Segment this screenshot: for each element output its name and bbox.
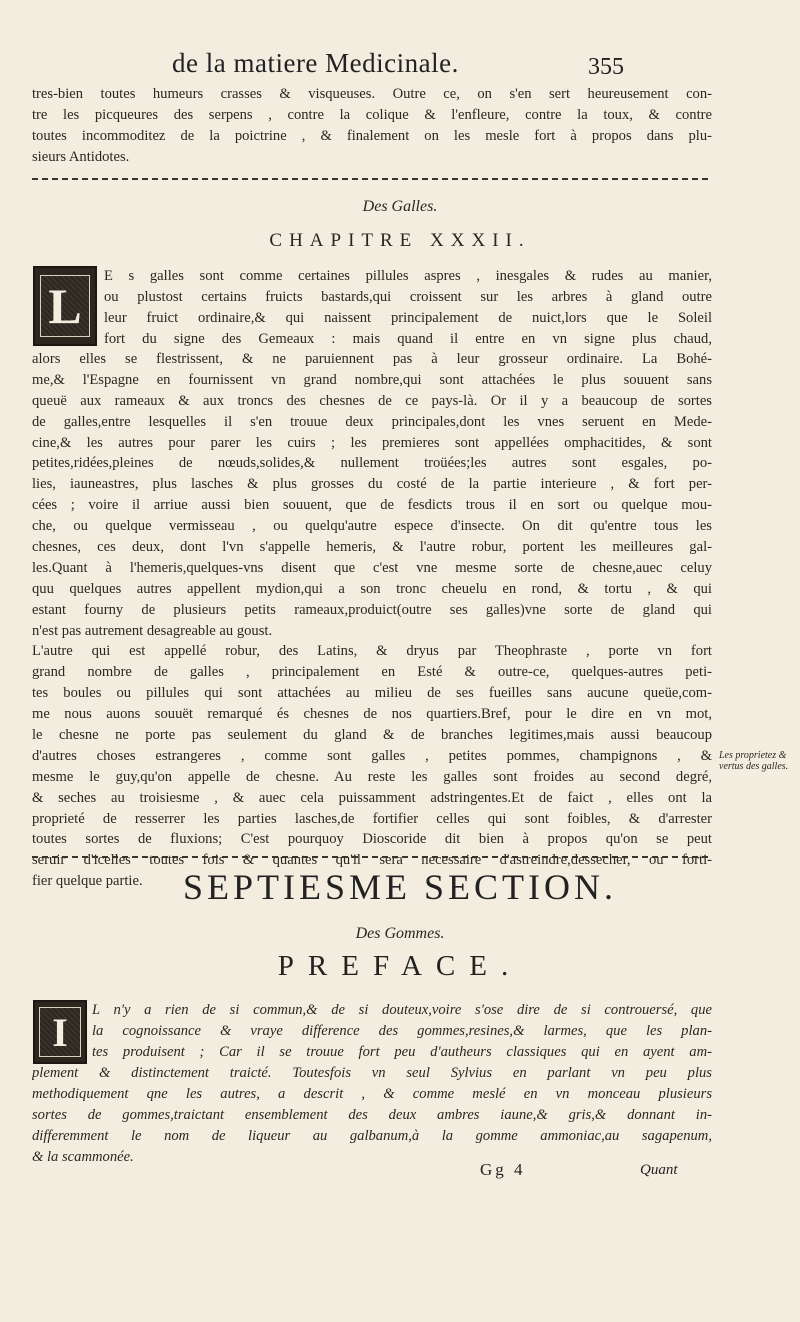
text-line: alors elles se flestrissent, & ne paruiennent pas à leur grosseur ordinaire. La Bohé-	[32, 351, 712, 367]
section-divider	[32, 178, 708, 180]
text-line: la cognoissance & vraye difference des gommes,resines,& larmes, que les plan-	[92, 1022, 712, 1039]
text-line: cine,& les autres pour parer les cuirs ; les premieres sont appellées omphacitides, & sont	[32, 434, 712, 451]
dropcap-ornament	[33, 266, 97, 346]
text-line: chesnes, ces deux, dont l'vn s'appelle hemeris, & l'autre robur, portent les meilleures gal-	[32, 539, 712, 556]
dropcap-ornament	[33, 1000, 87, 1064]
text-line: me,& l'Espagne en fournissent vn grand nombre,qui sont attachées le plus souuent sans	[32, 371, 712, 388]
text-line: leur fruict ordinaire,& qui naissent principalement de nuict,lors que le Soleil	[104, 309, 712, 326]
margin-note: Les proprietez & vertus des galles.	[719, 750, 789, 772]
text-line: & la scammonée.	[32, 1148, 134, 1165]
text-line: sortes de gommes,traictant ensemblement des deux ambres iaune,& gris,& donnant in-	[32, 1106, 712, 1123]
text-line: methodiquement qne les autres, a descrit , & comme meslé en vn monceau plusieurs	[32, 1085, 712, 1102]
text-line: grand nombre de galles , principalement en Esté & outre-ce, quelques-autres peti-	[32, 664, 712, 681]
text-line: estant fourny de plusieurs petits rameaux,produict(outre ses galles)vne sorte de gland qui	[32, 601, 712, 618]
text-line: tes produisent ; Car il se trouue fort peu d'autheurs classiques qui en ayent am-	[92, 1043, 712, 1060]
text-line: proprieté de resserrer les parties lasches,de fortifier celles qui sont foibles, & d'arrester	[32, 810, 712, 827]
text-line: lies, iauneastres, plus lasches & plus grosses du costé de la partie interieure , & fort per-	[32, 476, 712, 493]
running-head	[0, 48, 800, 88]
text-line: d'autres choses estrangeres , comme sont galles , petites pommes, champignons , &	[32, 747, 712, 764]
chapter-heading: CHAPITRE XXXII.	[269, 230, 531, 251]
page-number: 355	[588, 54, 624, 80]
text-line: toutes sortes de fluxions; C'est pourquoy Dioscoride dit bien à propos qu'on se peut	[32, 831, 712, 848]
section-subtitle: Des Gommes.	[355, 925, 445, 942]
chapter-first-lines	[104, 266, 712, 350]
text-line: E s galles sont comme certaines pillules aspres , inesgales & rudes au manier,	[104, 268, 712, 284]
text-line: le chesne ne porte pas seulement du gland & de branches legitimes,mais aussi beaucoup	[32, 727, 712, 744]
catchword: Quant	[640, 1162, 678, 1178]
text-line: sieurs Antidotes.	[32, 148, 130, 165]
text-line: plement & distinctement traicté. Toutesfois vn seul Sylvius en parlant vn peu plus	[32, 1065, 712, 1081]
text-line: tre les picqueures des serpens , contre la colique & l'enfleure, contre la toux, & contre	[32, 106, 712, 123]
text-line: cées ; voire il arriue aussi bien souuent, que de fesdicts trous il en sort ou quelque mou-	[32, 497, 712, 514]
text-line: n'est pas autrement desagreable au goust.	[32, 622, 273, 639]
preface-heading: PREFACE.	[277, 950, 523, 982]
text-line: fier quelque partie.	[32, 873, 143, 890]
text-line: fort du signe des Gemeaux : mais quand il entre en vn signe plus chaud,	[104, 330, 712, 347]
text-line: L n'y a rien de si commun,& de si douteux,voire s'ose dire de si controuersé, que	[92, 1002, 712, 1018]
top-paragraph	[32, 84, 712, 168]
section-heading: SEPTIESME SECTION.	[182, 867, 618, 907]
running-title: de la matiere Medicinale.	[172, 48, 459, 78]
text-line: mesme le guy,qu'on appelle de chesne. Au reste les galles sont froides au second degré,	[32, 768, 712, 785]
text-line: quu quelques autres appellent mydion,qui a son tronc cheuelu en rond, & tortu , & qui	[32, 580, 712, 597]
text-line: les.Quant à l'hemeris,quelques-vns disent que c'est vne mesme sorte de chesne,auec celuy	[32, 559, 712, 576]
text-line: L'autre qui est appellé robur, des Latins, & dryus par Theophraste , porte vn fort	[32, 643, 712, 660]
preface-body	[32, 1063, 712, 1167]
text-line: tres-bien toutes humeurs crasses & visqueuses. Outre ce, on s'en sert heureusement con-	[32, 86, 712, 102]
text-line: tes boules ou pillules qui sont attachées au milieu de ses fueilles sans aucune queüe,com-	[32, 685, 712, 702]
text-line: che, ou quelque vermisseau , ou quelqu'autre espece d'insecte. On dit qu'entre tous les	[32, 518, 712, 535]
text-line: queuë aux rameaux & aux troncs des chesnes de ce pays-là. Or il y a beaucoup de sortes	[32, 392, 712, 409]
section-title: Des Galles.	[362, 198, 438, 215]
dropcap-letter: I	[52, 1009, 68, 1055]
text-line: seruir d'icelles toutes fois & quantes qu'il sera necessaire d'astreindre,dessecher, ou forti-	[32, 852, 712, 869]
signature-mark: Gg 4	[480, 1160, 526, 1179]
text-line: petites,ridées,pleines de nœuds,solides,& nullement troüées;les autres sont esgales, po-	[32, 455, 712, 472]
text-line: & seches au troisiesme , & auec cela puissamment adstringentes.Et de faict , elles ont la	[32, 789, 712, 806]
text-line: differemment le nom de liqueur au galbanum,à la gomme ammoniac,au sagapenum,	[32, 1127, 712, 1144]
text-line: de galles,entre lesquelles il s'en trouue deux principales,dont les vnes seruent en Mede-	[32, 413, 712, 430]
section-divider	[32, 856, 708, 858]
chapter-body	[32, 349, 712, 892]
preface-first-lines	[92, 1000, 712, 1063]
text-line: toutes incommoditez de la poictrine , & finalement on les mesle fort à propos dans plu-	[32, 127, 712, 144]
text-line: ou plustost certains fruicts bastards,qui croissent sur les arbres à gland outre	[104, 288, 712, 305]
text-line: me nous auons souuët remarqué és chesnes de nos quartiers.Bref, pour le dire en vn mot,	[32, 706, 712, 723]
dropcap-letter: L	[48, 277, 82, 334]
